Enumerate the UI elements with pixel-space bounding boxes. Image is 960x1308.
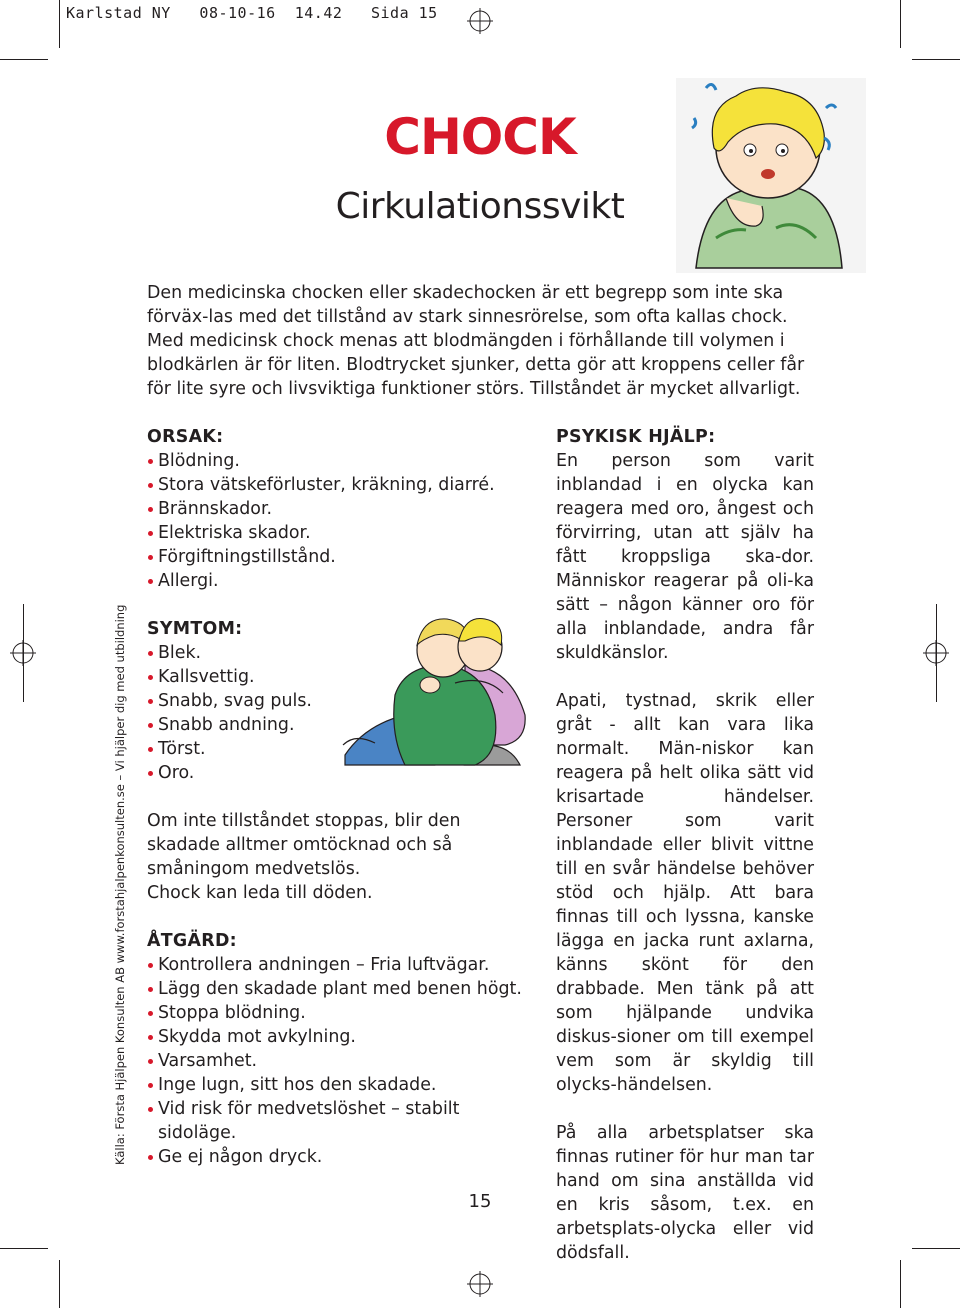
list-item: Varsamhet. xyxy=(147,1049,539,1073)
list-item: Oro. xyxy=(147,761,539,785)
list-item: Kallsvettig. xyxy=(147,665,539,689)
section-heading-orsak: ORSAK: xyxy=(147,427,224,447)
list-item: Snabb, svag puls. xyxy=(147,689,539,713)
symtom-list xyxy=(147,641,539,785)
crop-mark xyxy=(0,59,48,60)
source-credit: Källa: Första Hjälpen Konsulten AB www.forstahjalpenkonsulten.se – Vi hjälper dig med utbildning xyxy=(113,604,127,1165)
page-title: CHOCK xyxy=(384,108,576,166)
intro-paragraph: Den medicinska chocken eller skadechocken är ett begrepp som inte ska förväx-las med det tillstånd av stark sinnesrörelse, som ofta kallas chock. Med medicinsk chock menas att blodmängden i förhållande till volymen i blodkärlen är för liten. Blodtrycket sjunker, detta gör att kroppens celler får för lite syre och livsviktiga funktioner störs. Tillståndet är mycket allvarligt. xyxy=(147,283,805,399)
registration-mark-icon xyxy=(467,1271,493,1297)
warning-text: Om inte tillståndet stoppas, blir den skadade alltmer omtöcknad och så småningom medvetslös. xyxy=(147,811,461,879)
list-item: Blödning. xyxy=(147,449,539,473)
crop-mark xyxy=(59,0,60,48)
registration-mark-icon xyxy=(467,8,493,34)
list-item: Vid risk för medvetslöshet – stabilt sidoläge. xyxy=(147,1097,539,1145)
list-item: Törst. xyxy=(147,737,539,761)
section-heading-psykisk: PSYKISK HJÄLP: xyxy=(556,427,716,447)
orsak-list xyxy=(147,449,539,593)
crop-mark xyxy=(23,604,24,702)
section-heading-atgard: ÅTGÄRD: xyxy=(147,931,237,951)
list-item: Kontrollera andningen – Fria luftvägar. xyxy=(147,953,539,977)
crop-mark xyxy=(912,1248,960,1249)
crop-mark xyxy=(0,1248,48,1249)
page-number: 15 xyxy=(468,1191,492,1212)
psykisk-paragraph-3: På alla arbetsplatser ska finnas rutiner för hur man tar hand om sina anställda vid en kris såsom, t.ex. en arbetsplats-olycka eller vid dödsfall. xyxy=(556,1123,814,1263)
crop-mark xyxy=(900,1260,901,1308)
list-item: Ge ej någon dryck. xyxy=(147,1145,539,1169)
warning-text-death: Chock kan leda till döden. xyxy=(147,883,373,903)
crop-mark xyxy=(912,59,960,60)
left-column xyxy=(147,425,539,1169)
psykisk-paragraph-2: Apati, tystnad, skrik eller gråt - allt kan vara lika normalt. Män-niskor kan reagera på helt olika sätt vid krisartade händelser. Personer som varit inblandade eller blivit vittne till en svår händelse behöver stöd och hjälp. Att bara finnas till och lyssna, kanske lägga en jacka runt axlarna, känns skönt för den drabbade. Men tänk på att som hjälpande undvika diskus-sioner om till exempel vem som är skyldig till olycks-händelsen. xyxy=(556,691,814,1095)
list-item: Elektriska skador. xyxy=(147,521,539,545)
crop-mark xyxy=(59,1260,60,1308)
list-item: Förgiftningstillstånd. xyxy=(147,545,539,569)
list-item: Skydda mot avkylning. xyxy=(147,1025,539,1049)
crop-mark xyxy=(936,604,937,702)
atgard-list xyxy=(147,953,539,1169)
list-item: Brännskador. xyxy=(147,497,539,521)
page-subtitle: Cirkulationssvikt xyxy=(335,186,625,227)
print-slug: Karlstad NY 08-10-16 14.42 Sida 15 xyxy=(66,4,438,22)
list-item: Snabb andning. xyxy=(147,713,539,737)
list-item: Lägg den skadade plant med benen högt. xyxy=(147,977,539,1001)
list-item: Allergi. xyxy=(147,569,539,593)
psykisk-paragraph-1: En person som varit inblandad i en olycka kan reagera med oro, ångest och förvirring, utan att själv ha fått kroppsliga ska-dor. Människor reagerar på oli-ka sätt – någon känner oro för alla inblandade, andra får skuldkänslor. xyxy=(556,451,814,663)
list-item: Stoppa blödning. xyxy=(147,1001,539,1025)
list-item: Stora vätskeförluster, kräkning, diarré. xyxy=(147,473,539,497)
crop-mark xyxy=(900,0,901,48)
list-item: Blek. xyxy=(147,641,539,665)
section-heading-symtom: SYMTOM: xyxy=(147,619,243,639)
right-column xyxy=(556,425,814,1265)
list-item: Inge lugn, sitt hos den skadade. xyxy=(147,1073,539,1097)
